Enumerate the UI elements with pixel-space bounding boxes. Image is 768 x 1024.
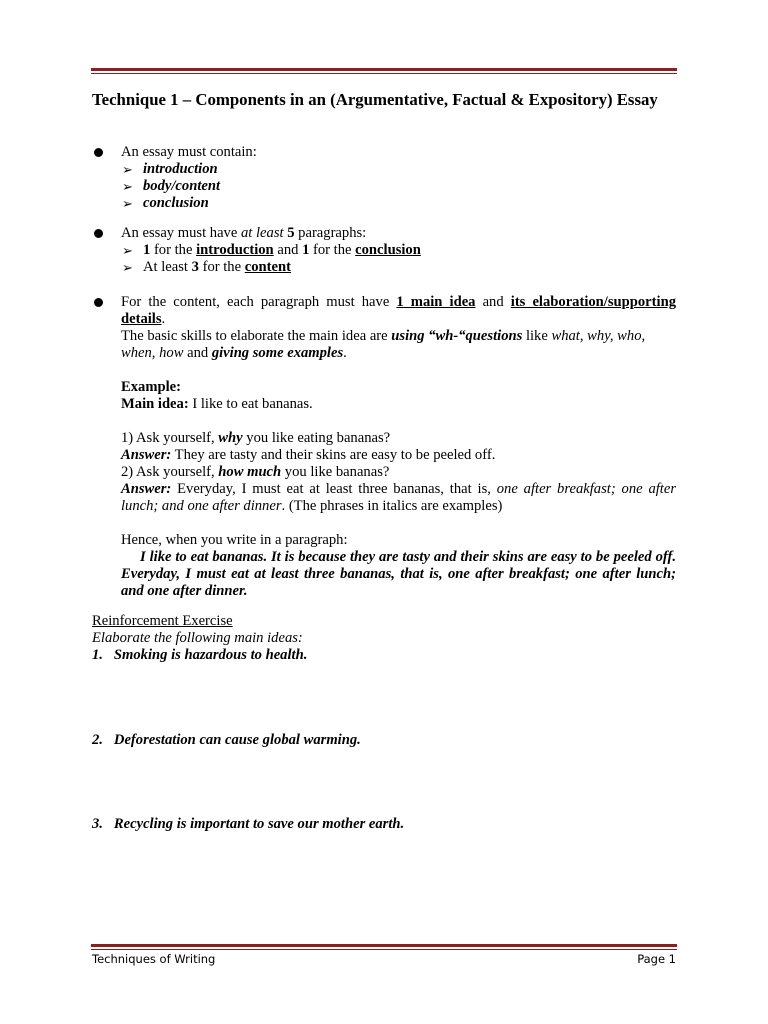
answer-1: Answer: They are tasty and their skins are easy to be peeled off. xyxy=(121,447,496,463)
list-item: ➢ introduction xyxy=(122,161,218,177)
bullet-dot-icon xyxy=(94,229,103,238)
arrow-bullet-icon: ➢ xyxy=(122,243,133,258)
bullet-text: An essay must have at least 5 paragraphs: xyxy=(121,225,367,241)
footer-title: Techniques of Writing xyxy=(92,952,216,966)
arrow-bullet-icon: ➢ xyxy=(122,196,133,211)
exercise-item: 1. Smoking is hazardous to health. xyxy=(92,647,308,663)
footer-rule xyxy=(91,944,677,950)
bullet-dot-icon xyxy=(94,148,103,157)
basic-skills-text: The basic skills to elaborate the main idea are using “wh-“questions like what, why, who, when, how and giving some examples. xyxy=(121,328,646,361)
exercise-item: 2. Deforestation can cause global warming. xyxy=(92,732,361,748)
arrow-bullet-icon: ➢ xyxy=(122,260,133,275)
question-2: 2) Ask yourself, how much you like bananas? xyxy=(121,464,390,480)
bullet-content-paragraphs xyxy=(92,294,676,600)
exercise-instruction: Elaborate the following main ideas: xyxy=(92,630,303,646)
exercise-heading: Reinforcement Exercise xyxy=(92,613,233,629)
bullet-text: For the content, each paragraph must have 1 main idea and its elaboration/supporting details. xyxy=(121,294,676,327)
exercise-item: 3. Recycling is important to save our mother earth. xyxy=(92,816,405,832)
question-1: 1) Ask yourself, why you like eating bananas? xyxy=(121,430,391,446)
bullet-essay-contents xyxy=(92,144,676,212)
reinforcement-exercise xyxy=(92,613,676,833)
list-item: ➢ At least 3 for the content xyxy=(122,259,291,275)
page-title: Technique 1 – Components in an (Argumentative, Factual & Expository) Essay xyxy=(92,90,658,109)
main-idea: Main idea: I like to eat bananas. xyxy=(121,396,313,412)
bullet-paragraph-count xyxy=(92,225,676,276)
example-label: Example: xyxy=(121,379,181,395)
page-footer xyxy=(92,951,676,968)
hence-text: Hence, when you write in a paragraph: xyxy=(121,532,348,548)
arrow-bullet-icon: ➢ xyxy=(122,179,133,194)
list-item: ➢ body/content xyxy=(122,178,221,194)
list-item: ➢ 1 for the introduction and 1 for the conclusion xyxy=(122,242,421,258)
header-rule xyxy=(91,68,677,74)
arrow-bullet-icon: ➢ xyxy=(122,162,133,177)
page-number: Page 1 xyxy=(637,952,676,966)
list-item: ➢ conclusion xyxy=(122,195,209,211)
answer-2: Answer: Everyday, I must eat at least three bananas, that is, one after breakfast; one after lunch; and one after dinner. (The phrases in italics are examples) xyxy=(121,481,677,514)
example-paragraph: I like to eat bananas. It is because they are tasty and their skins are easy to be peeled off. Everyday, I must eat at least three bananas, that is, one after breakfast; one after lunch; and one after dinner. xyxy=(121,549,676,599)
bullet-text: An essay must contain: xyxy=(121,144,257,160)
bullet-dot-icon xyxy=(94,298,103,307)
